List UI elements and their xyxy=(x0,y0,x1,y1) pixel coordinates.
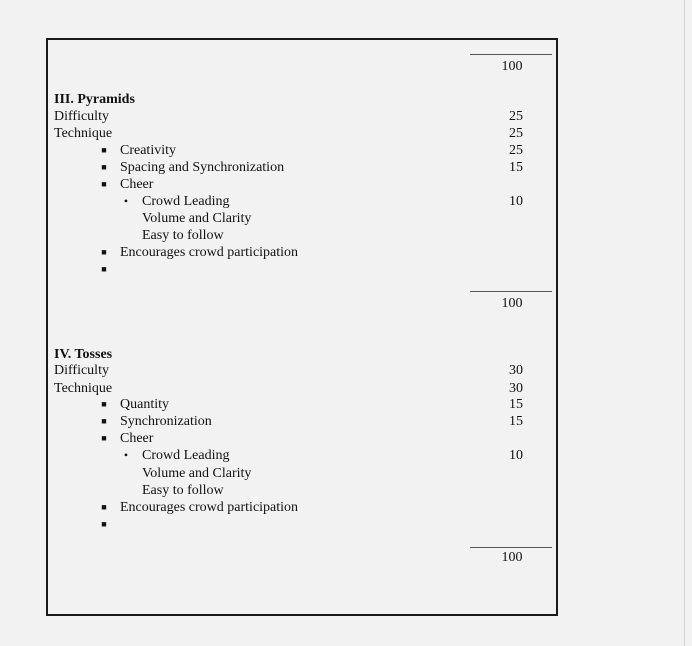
criteria-row: Technique 25 xyxy=(54,126,523,141)
list-item: ■ Cheer xyxy=(54,176,524,193)
square-bullet-icon: ■ xyxy=(101,519,107,529)
section-heading: IV. Tosses xyxy=(54,347,113,362)
round-bullet-icon: • xyxy=(123,194,129,208)
square-bullet-icon: ■ xyxy=(101,247,107,257)
list-item: ■ Encourages crowd participation xyxy=(54,499,524,516)
list-item: ■ Encourages crowd participation xyxy=(54,244,524,261)
square-bullet-icon: ■ xyxy=(101,179,107,189)
list-item: ■ Creativity 25 xyxy=(54,142,524,159)
square-bullet-icon: ■ xyxy=(101,264,107,274)
section-heading: III. Pyramids xyxy=(54,92,135,107)
top-total: 100 xyxy=(501,59,523,74)
square-bullet-icon: ■ xyxy=(101,162,107,172)
page-edge xyxy=(684,0,685,646)
list-item: Volume and Clarity xyxy=(142,211,252,226)
list-item: ■ Synchronization 15 xyxy=(54,413,524,430)
list-item: Easy to follow xyxy=(142,228,224,243)
list-item: ■ Quantity 15 xyxy=(54,396,524,413)
square-bullet-icon: ■ xyxy=(101,399,107,409)
list-item xyxy=(54,516,524,533)
criteria-row: Difficulty 25 xyxy=(54,109,523,124)
list-item: • Crowd Leading 10 xyxy=(54,193,524,210)
section-total: 100 xyxy=(501,550,523,565)
square-bullet-icon: ■ xyxy=(101,433,107,443)
total-rule xyxy=(470,291,552,292)
round-bullet-icon: • xyxy=(123,448,129,462)
criteria-row: Difficulty 30 xyxy=(54,363,523,378)
total-rule xyxy=(470,54,552,55)
list-item: Volume and Clarity xyxy=(142,466,252,481)
square-bullet-icon: ■ xyxy=(101,416,107,426)
criteria-row: Technique 30 xyxy=(54,381,523,396)
section-total: 100 xyxy=(501,296,523,311)
list-item: ■ Cheer xyxy=(54,430,524,447)
square-bullet-icon: ■ xyxy=(101,145,107,155)
total-rule xyxy=(470,547,552,548)
list-item: • Crowd Leading 10 xyxy=(54,447,524,464)
list-item: ■ Spacing and Synchronization 15 xyxy=(54,159,524,176)
scoresheet-page xyxy=(46,38,558,616)
list-item: Easy to follow xyxy=(142,483,224,498)
square-bullet-icon: ■ xyxy=(101,502,107,512)
list-item xyxy=(54,261,524,278)
